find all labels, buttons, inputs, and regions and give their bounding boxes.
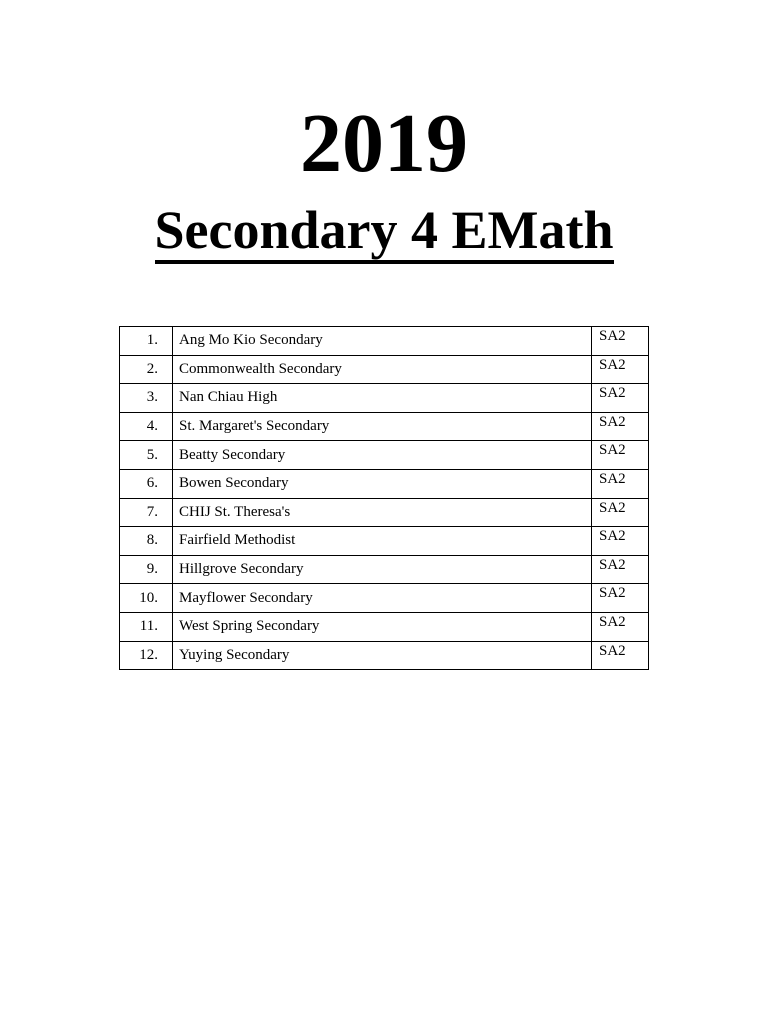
- table-row: [120, 555, 649, 584]
- table-row: [120, 612, 649, 641]
- school-name: Fairfield Methodist: [173, 527, 592, 556]
- table-row: [120, 327, 649, 356]
- table-row: [120, 527, 649, 556]
- table-row: [120, 412, 649, 441]
- row-number: 11.: [120, 612, 173, 641]
- school-name: Mayflower Secondary: [173, 584, 592, 613]
- exam-term: SA2: [592, 469, 649, 498]
- exam-term: SA2: [592, 527, 649, 556]
- schools-table: [119, 326, 649, 670]
- page-title-year: 2019: [300, 97, 468, 190]
- school-name: CHIJ St. Theresa's: [173, 498, 592, 527]
- exam-term: SA2: [592, 555, 649, 584]
- table-row: [120, 441, 649, 470]
- row-number: 12.: [120, 641, 173, 670]
- school-name: Ang Mo Kio Secondary: [173, 327, 592, 356]
- row-number: 10.: [120, 584, 173, 613]
- exam-term: SA2: [592, 412, 649, 441]
- table-row: [120, 384, 649, 413]
- row-number: 2.: [120, 355, 173, 384]
- school-name: Beatty Secondary: [173, 441, 592, 470]
- row-number: 3.: [120, 384, 173, 413]
- exam-term: SA2: [592, 355, 649, 384]
- table-row: [120, 498, 649, 527]
- exam-term: SA2: [592, 641, 649, 670]
- page-subtitle-text: Secondary 4 EMath: [155, 202, 614, 264]
- table-row: [120, 584, 649, 613]
- school-name: St. Margaret's Secondary: [173, 412, 592, 441]
- schools-table-body: [120, 327, 649, 670]
- school-name: Bowen Secondary: [173, 469, 592, 498]
- school-name: Yuying Secondary: [173, 641, 592, 670]
- row-number: 9.: [120, 555, 173, 584]
- exam-term: SA2: [592, 441, 649, 470]
- exam-term: SA2: [592, 384, 649, 413]
- table-row: [120, 469, 649, 498]
- table-row: [120, 641, 649, 670]
- school-name: Commonwealth Secondary: [173, 355, 592, 384]
- exam-term: SA2: [592, 612, 649, 641]
- table-row: [120, 355, 649, 384]
- row-number: 5.: [120, 441, 173, 470]
- row-number: 7.: [120, 498, 173, 527]
- school-name: West Spring Secondary: [173, 612, 592, 641]
- exam-term: SA2: [592, 327, 649, 356]
- exam-term: SA2: [592, 498, 649, 527]
- exam-term: SA2: [592, 584, 649, 613]
- row-number: 8.: [120, 527, 173, 556]
- row-number: 4.: [120, 412, 173, 441]
- school-name: Hillgrove Secondary: [173, 555, 592, 584]
- row-number: 6.: [120, 469, 173, 498]
- school-name: Nan Chiau High: [173, 384, 592, 413]
- row-number: 1.: [120, 327, 173, 356]
- page-subtitle: [0, 198, 768, 264]
